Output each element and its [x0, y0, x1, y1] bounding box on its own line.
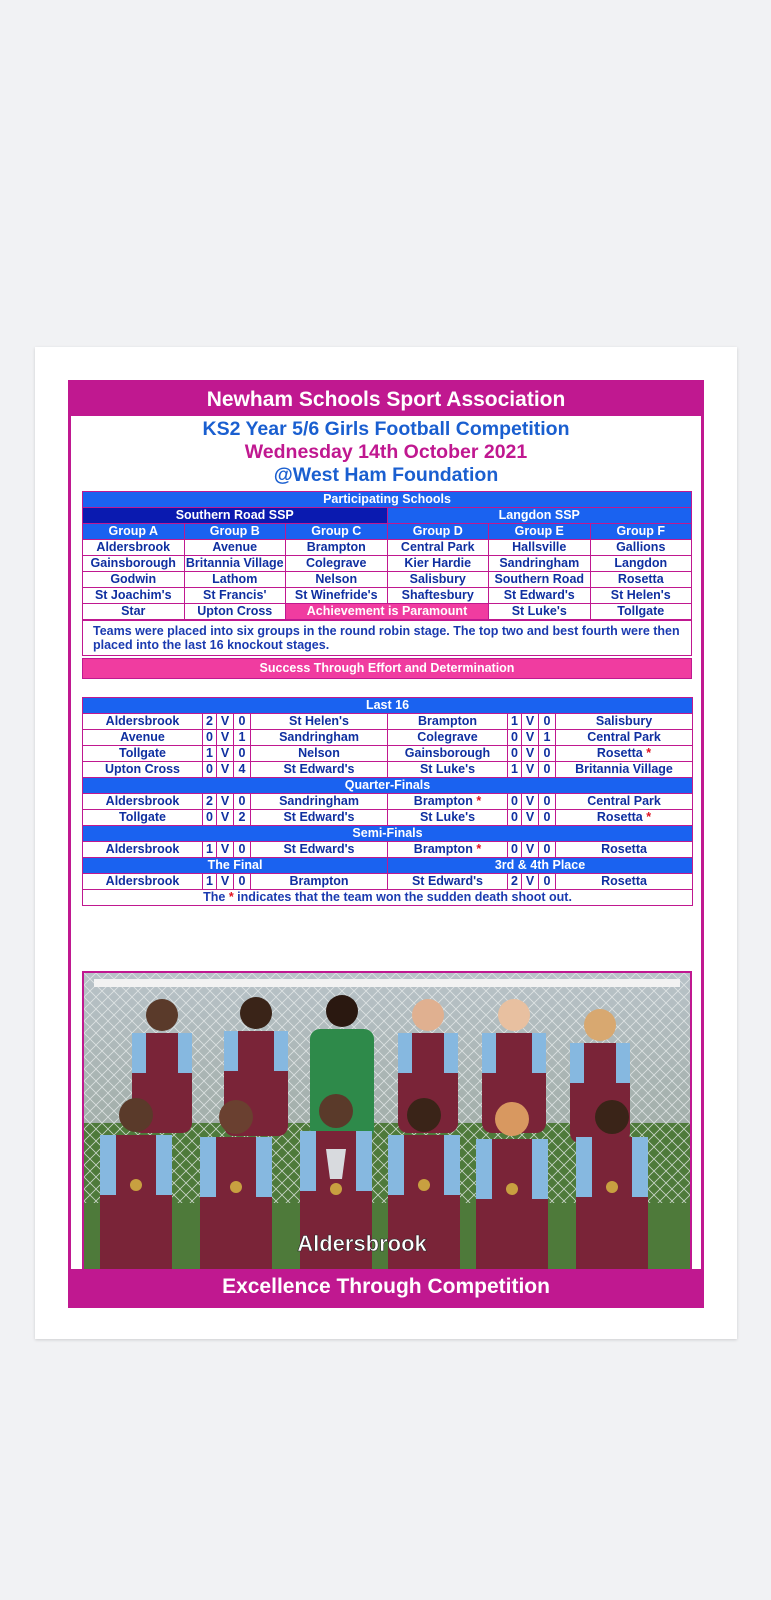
footer-slogan: Excellence Through Competition	[71, 1269, 701, 1305]
school-cell: Upton Cross	[184, 604, 286, 620]
team: Brampton	[251, 874, 388, 890]
score: 1	[539, 730, 556, 746]
vs-label: V	[522, 874, 539, 890]
match-row	[83, 730, 693, 746]
match-row	[83, 810, 693, 826]
school-cell: Britannia Village	[185, 556, 284, 570]
team: Colegrave	[388, 730, 508, 746]
vs-label: V	[217, 810, 234, 826]
photo-caption: Aldersbrook	[297, 1231, 427, 1256]
score: 0	[539, 842, 556, 858]
team: St Helen's	[251, 714, 388, 730]
school-cell: Gallions	[590, 540, 692, 556]
knockout-section	[82, 697, 692, 906]
vs-label: V	[217, 794, 234, 810]
team: Britannia Village	[556, 762, 693, 778]
team: Avenue	[83, 730, 203, 746]
team-name: Brampton	[413, 794, 473, 808]
vs-label: V	[522, 714, 539, 730]
school-row	[83, 572, 692, 588]
score: 2	[508, 874, 522, 890]
score: 2	[203, 794, 217, 810]
team	[388, 842, 508, 858]
school-cell: Kier Hardie	[387, 556, 489, 572]
team: Sandringham	[251, 794, 388, 810]
ssp-southern-road: Southern Road SSP	[83, 508, 388, 524]
team: Central Park	[556, 730, 693, 746]
score: 0	[539, 762, 556, 778]
competition-title: KS2 Year 5/6 Girls Football Competition	[202, 418, 570, 440]
school-cell: Colegrave	[286, 556, 388, 572]
vs-label: V	[217, 714, 234, 730]
school-row	[83, 588, 692, 604]
school-cell: Aldersbrook	[83, 540, 185, 556]
group-header: Group E	[489, 524, 591, 540]
team	[556, 746, 693, 762]
school-cell: Brampton	[286, 540, 388, 556]
score: 0	[508, 794, 522, 810]
score: 0	[539, 746, 556, 762]
school-cell: Salisbury	[387, 572, 489, 588]
match-row	[83, 762, 693, 778]
score: 1	[234, 730, 251, 746]
team: Tollgate	[83, 746, 203, 762]
participating-schools-table	[82, 491, 692, 620]
school-cell: Shaftesbury	[387, 588, 489, 604]
school-cell: St Luke's	[489, 604, 591, 620]
team: Central Park	[556, 794, 693, 810]
team: Aldersbrook	[83, 794, 203, 810]
team: St Luke's	[388, 810, 508, 826]
score: 0	[539, 810, 556, 826]
group-header: Group D	[387, 524, 489, 540]
team: St Edward's	[251, 762, 388, 778]
group-header: Group C	[286, 524, 388, 540]
team: Aldersbrook	[83, 842, 203, 858]
note-suffix: indicates that the team won the sudden death shoot out.	[237, 890, 572, 904]
vs-label: V	[217, 842, 234, 858]
poster-sheet	[35, 347, 737, 1339]
team: Tollgate	[83, 810, 203, 826]
school-cell: Sandringham	[489, 556, 591, 572]
team: Brampton	[388, 714, 508, 730]
team	[388, 794, 508, 810]
vs-label: V	[217, 730, 234, 746]
team: Aldersbrook	[83, 874, 203, 890]
match-row	[83, 714, 693, 730]
score: 4	[234, 762, 251, 778]
score: 0	[508, 730, 522, 746]
school-cell: Rosetta	[590, 572, 692, 588]
team: St Edward's	[388, 874, 508, 890]
score: 2	[234, 810, 251, 826]
shootout-star: *	[646, 746, 652, 760]
event-venue: @West Ham Foundation	[273, 464, 499, 486]
school-cell: St Joachim's	[83, 588, 185, 604]
event-date: Wednesday 14th October 2021	[244, 441, 528, 463]
shootout-note	[83, 890, 693, 906]
final-title: The Final	[83, 858, 388, 874]
match-row	[83, 794, 693, 810]
match-row	[83, 842, 693, 858]
team-photo-illustration	[84, 973, 690, 1283]
team-name: Rosetta	[596, 746, 643, 760]
score: 0	[234, 714, 251, 730]
team: Aldersbrook	[83, 714, 203, 730]
school-cell: St Francis'	[184, 588, 286, 604]
score: 1	[508, 762, 522, 778]
match-row	[83, 874, 693, 890]
last16-title: Last 16	[83, 698, 693, 714]
school-cell: St Edward's	[489, 588, 591, 604]
vs-label: V	[522, 794, 539, 810]
knockout-table	[82, 697, 693, 906]
team: St Luke's	[388, 762, 508, 778]
school-row	[83, 556, 692, 572]
score: 1	[203, 842, 217, 858]
note-prefix: The	[203, 890, 226, 904]
vs-label: V	[522, 746, 539, 762]
group-header: Group B	[184, 524, 286, 540]
score: 0	[234, 746, 251, 762]
team: Sandringham	[251, 730, 388, 746]
vs-label: V	[522, 842, 539, 858]
team: Gainsborough	[388, 746, 508, 762]
school-cell: Godwin	[83, 572, 185, 588]
group-header: Group F	[590, 524, 692, 540]
school-cell: Lathom	[184, 572, 286, 588]
quarter-finals-title: Quarter-Finals	[83, 778, 693, 794]
score: 0	[203, 762, 217, 778]
score: 0	[508, 810, 522, 826]
group-header: Group A	[83, 524, 185, 540]
school-row	[83, 540, 692, 556]
score: 0	[234, 874, 251, 890]
team-name: Brampton	[413, 842, 473, 856]
school-cell: Central Park	[387, 540, 489, 556]
score: 0	[234, 842, 251, 858]
school-cell: Avenue	[184, 540, 286, 556]
semi-finals-title: Semi-Finals	[83, 826, 693, 842]
school-row	[83, 604, 692, 620]
score: 0	[508, 842, 522, 858]
team: Salisbury	[556, 714, 693, 730]
school-cell: St Winefride's	[286, 588, 388, 604]
team: St Edward's	[251, 842, 388, 858]
shootout-star: *	[646, 810, 652, 824]
score: 0	[203, 730, 217, 746]
school-cell: St Helen's	[590, 588, 692, 604]
vs-label: V	[522, 810, 539, 826]
score: 1	[203, 874, 217, 890]
score: 1	[508, 714, 522, 730]
shootout-star: *	[476, 794, 482, 808]
team: Rosetta	[556, 842, 693, 858]
success-motto: Success Through Effort and Determination	[82, 658, 692, 679]
score: 0	[539, 714, 556, 730]
intro-text: Teams were placed into six groups in the round robin stage. The top two and best fourth were then placed into the last 16 knockout stages.	[82, 620, 692, 656]
score: 2	[203, 714, 217, 730]
poster	[68, 380, 704, 1308]
vs-label: V	[217, 762, 234, 778]
school-cell: Southern Road	[489, 572, 591, 588]
team-photo	[82, 971, 692, 1285]
shootout-star: *	[476, 842, 482, 856]
school-cell: Star	[83, 604, 185, 620]
participating-title: Participating Schools	[83, 492, 692, 508]
school-cell: Nelson	[286, 572, 388, 588]
participating-schools-section	[82, 491, 692, 679]
vs-label: V	[217, 746, 234, 762]
team-name: Rosetta	[596, 810, 643, 824]
score: 1	[203, 746, 217, 762]
score: 0	[539, 794, 556, 810]
team: Upton Cross	[83, 762, 203, 778]
org-title: Newham Schools Sport Association	[71, 383, 701, 416]
score: 0	[508, 746, 522, 762]
school-cell: Hallsville	[489, 540, 591, 556]
score: 0	[203, 810, 217, 826]
note-star: *	[228, 890, 234, 904]
vs-label: V	[217, 874, 234, 890]
vs-label: V	[522, 762, 539, 778]
ssp-langdon: Langdon SSP	[387, 508, 692, 524]
team	[556, 810, 693, 826]
team: Nelson	[251, 746, 388, 762]
third-place-title: 3rd & 4th Place	[388, 858, 693, 874]
vs-label: V	[522, 730, 539, 746]
match-row	[83, 746, 693, 762]
group-header-row	[83, 524, 692, 540]
team: Rosetta	[556, 874, 693, 890]
team: St Edward's	[251, 810, 388, 826]
score: 0	[539, 874, 556, 890]
score: 0	[234, 794, 251, 810]
motto-achievement: Achievement is Paramount	[286, 604, 489, 620]
school-cell: Tollgate	[590, 604, 692, 620]
school-cell: Gainsborough	[83, 556, 185, 572]
school-cell: Langdon	[590, 556, 692, 572]
